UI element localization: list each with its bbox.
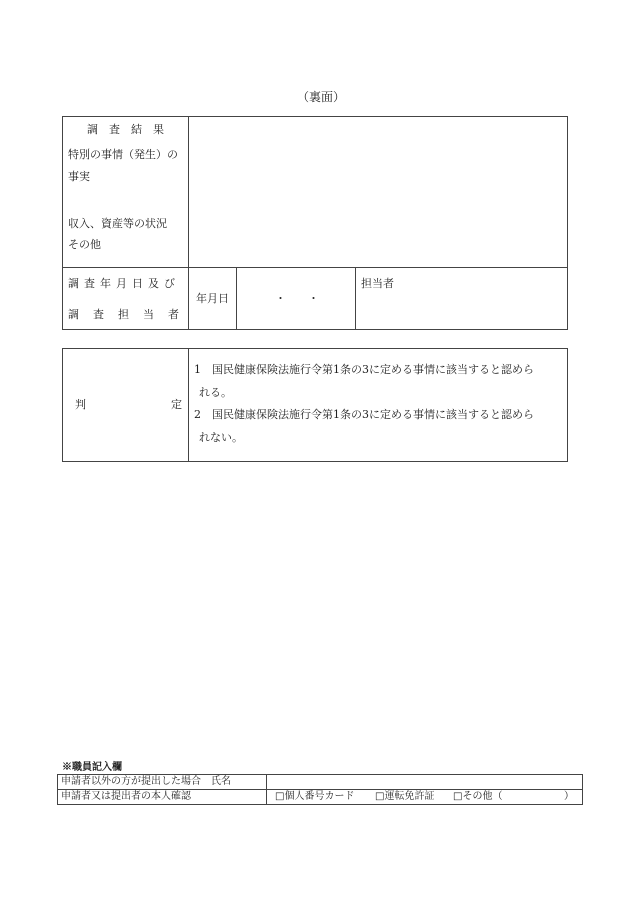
other-close-paren: ）: [564, 791, 574, 802]
judgment-option-2: 2 国民健康保険法施行令第1条の3に定める事情に該当すると認めら: [194, 408, 534, 421]
survey-date-field[interactable]: [238, 269, 354, 328]
income-assets-label: 収入、資産等の状況: [68, 217, 167, 230]
staff-entry-heading: ※職員記入欄: [62, 762, 122, 773]
ymd-label: 年月日: [196, 292, 229, 305]
checkbox-drivers-license[interactable]: □運転免許証: [375, 791, 435, 802]
special-circumstance-label: 特別の事情（発生）の: [68, 148, 178, 161]
submitter-name-field[interactable]: [268, 775, 581, 788]
survey-person-label: 調査担当者: [68, 308, 193, 321]
checkbox-my-number-card[interactable]: □個人番号カード: [275, 791, 355, 802]
income-assets-label-cont: その他: [68, 238, 101, 251]
person-in-charge-field[interactable]: [357, 290, 566, 328]
person-in-charge-label: 担当者: [361, 277, 394, 290]
judgment-option-2-cont: れない。: [199, 431, 243, 444]
page-title: （裏面）: [297, 90, 346, 104]
identity-check-label: 申請者又は提出者の本人確認: [61, 791, 191, 802]
judgment-option-1-cont: れる。: [199, 386, 232, 399]
survey-result-field[interactable]: [190, 118, 566, 266]
survey-result-label: 調 査 結 果: [87, 123, 164, 136]
checkbox-other[interactable]: □その他（: [453, 791, 503, 802]
judgment-label-right: 定: [171, 398, 182, 411]
submitter-name-label: 申請者以外の方が提出した場合 氏名: [61, 776, 231, 787]
special-circumstance-label-cont: 事実: [68, 170, 90, 183]
survey-date-label: 調査年月日及び: [68, 277, 180, 290]
judgment-label-left: 判: [75, 398, 86, 411]
judgment-option-1: 1 国民健康保険法施行令第1条の3に定める事情に該当すると認めら: [194, 363, 534, 376]
date-separator-dots: ・ ・: [275, 292, 319, 305]
